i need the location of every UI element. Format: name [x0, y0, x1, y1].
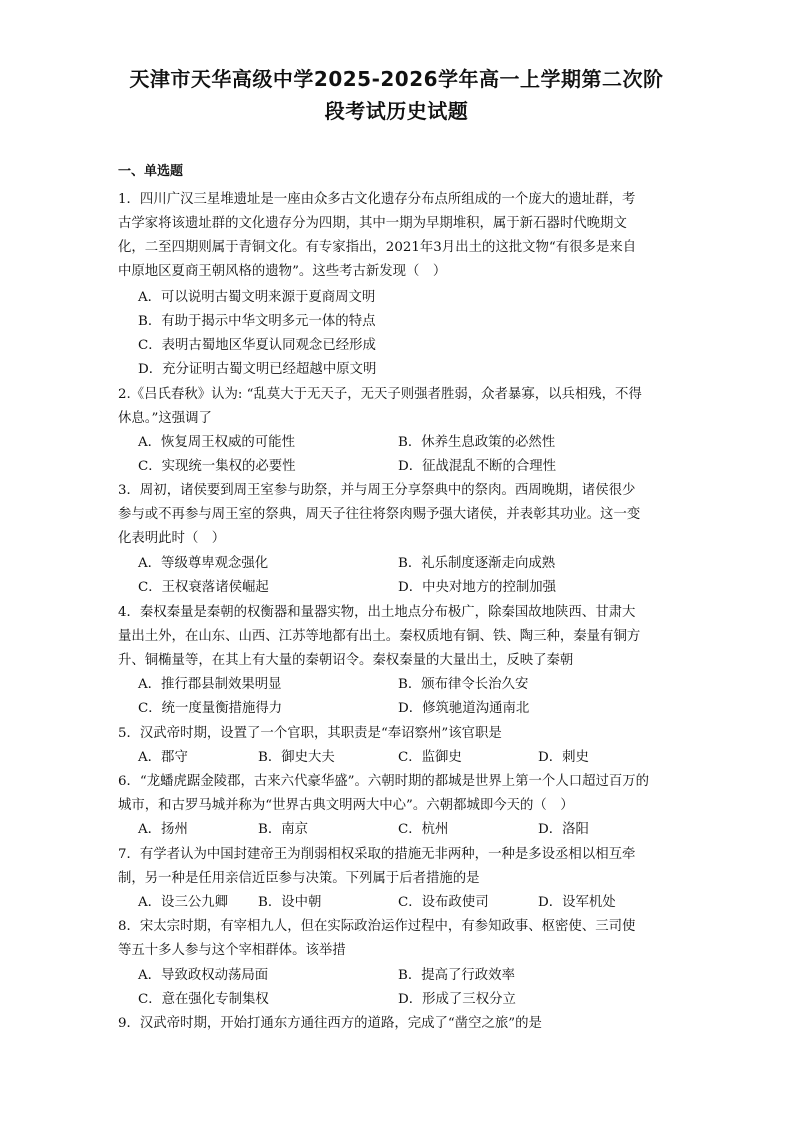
q1-line-4: 中原地区夏商王朝风格的遗物”。这些考古新发现（ ）	[118, 264, 447, 279]
q7-option-a: A．设三公九卿	[138, 895, 229, 910]
q3-line-1: 3．周初，诸侯要到周王室参与助祭，并与周王分享祭典中的祭肉。西周晚期，诸侯很少	[118, 483, 636, 498]
q4-line-2: 量出土外，在山东、山西、江苏等地都有出土。秦权质地有铜、铁、陶三种，秦量有铜方	[118, 629, 641, 644]
q2-line-1: 2.《吕氏春秋》认为: “乱莫大于无天子，无天子则强者胜弱，众者暴寡，以兵相残，不得	[118, 387, 642, 402]
q5-option-d: D．刺史	[538, 750, 589, 765]
q8-option-a: A．导致政权动荡局面	[138, 968, 269, 983]
q1-line-3: 化，二至四期则属于青铜文化。有专家指出，2021年3月出土的这批文物“有很多是来自	[118, 240, 637, 255]
q7-option-b: B．设中朝	[258, 895, 322, 910]
q4-line-1: 4．秦权秦量是秦朝的权衡器和量器实物，出土地点分布极广，除秦国故地陕西、甘肃大	[118, 605, 636, 620]
q3-line-2: 参与或不再参与周王室的祭典，周天子往往将祭肉赐予强大诸侯，并表彰其功业。这一变	[118, 507, 641, 522]
q6-line-2: 城市，和古罗马城并称为“世界古典文明两大中心”。六朝都城即今天的（ ）	[118, 798, 574, 813]
q7-line-1: 7．有学者认为中国封建帝王为削弱相权采取的措施无非两种，一种是多设丞相以相互牵	[118, 847, 636, 862]
q5-option-b: B．御史大夫	[258, 750, 335, 765]
q7-line-2: 制，另一种是任用亲信近臣参与决策。下列属于后者措施的是	[118, 871, 480, 886]
q8-line-1: 8．宋太宗时期，有宰相九人，但在实际政治运作过程中，有参知政事、枢密使、三司使	[118, 919, 636, 934]
q6-option-c: C．杭州	[398, 822, 449, 837]
q6-option-d: D．洛阳	[538, 822, 589, 837]
q8-option-d: D．形成了三权分立	[398, 992, 516, 1007]
page-title-line-1: 天津市天华高级中学2025-2026学年高一上学期第二次阶	[129, 67, 664, 91]
q5-option-a: A．郡守	[138, 750, 188, 765]
q2-option-b: B．休养生息政策的必然性	[398, 435, 556, 450]
q1-option-b: B．有助于揭示中华文明多元一体的特点	[138, 314, 376, 329]
q3-option-b: B．礼乐制度逐渐走向成熟	[398, 556, 556, 571]
q3-option-c: C．王权衰落诸侯崛起	[138, 580, 269, 595]
q8-line-2: 等五十多人参与这个宰相群体。该举措	[118, 943, 346, 958]
q6-option-a: A．扬州	[138, 822, 188, 837]
q9-line-1: 9．汉武帝时期，开始打通东方通往西方的道路，完成了“凿空之旅”的是	[118, 1016, 542, 1031]
q4-option-a: A．推行郡县制效果明显	[138, 677, 282, 692]
q5-option-c: C．监御史	[398, 750, 462, 765]
q5-line-1: 5．汉武帝时期，设置了一个官职，其职责是“奉诏察州”该官职是	[118, 726, 502, 741]
q8-option-c: C．意在强化专制集权	[138, 992, 269, 1007]
q2-option-c: C．实现统一集权的必要性	[138, 459, 296, 474]
q3-line-3: 化表明此时（ ）	[118, 531, 226, 546]
q3-option-a: A．等级尊卑观念强化	[138, 556, 269, 571]
section-heading: 一、单选题	[118, 164, 184, 179]
q4-option-c: C．统一度量衡措施得力	[138, 701, 283, 716]
q2-option-a: A．恢复周王权威的可能性	[138, 435, 295, 450]
q1-line-1: 1．四川广汉三星堆遗址是一座由众多古文化遗存分布点所组成的一个庞大的遗址群，考	[118, 192, 636, 207]
q1-option-d: D．充分证明古蜀文明已经超越中原文明	[138, 362, 377, 377]
q1-line-2: 古学家将该遗址群的文化遗存分为四期，其中一期为早期堆积，属于新石器时代晚期文	[118, 216, 627, 231]
page-title-line-2: 段考试历史试题	[324, 99, 469, 123]
q2-option-d: D．征战混乱不断的合理性	[398, 459, 557, 474]
q6-option-b: B．南京	[258, 822, 309, 837]
q1-option-a: A．可以说明古蜀文明来源于夏商周文明	[138, 290, 376, 305]
q7-option-c: C．设布政使司	[398, 895, 489, 910]
q4-line-3: 升、铜椭量等，在其上有大量的秦朝诏令。秦权秦量的大量出土，反映了秦朝	[118, 653, 574, 668]
q1-option-c: C．表明古蜀地区华夏认同观念已经形成	[138, 338, 376, 353]
q6-line-1: 6．“龙蟠虎踞金陵郡，古来六代豪华盛”。六朝时期的都城是世界上第一个人口超过百万的	[118, 774, 650, 789]
q4-option-d: D．修筑驰道沟通南北	[398, 701, 530, 716]
q4-option-b: B．颁布律令长治久安	[398, 677, 529, 692]
q3-option-d: D．中央对地方的控制加强	[398, 580, 557, 595]
q2-line-2: 休息。”这强调了	[118, 411, 212, 426]
q8-option-b: B．提高了行政效率	[398, 968, 515, 983]
q7-option-d: D．设军机处	[538, 895, 616, 910]
